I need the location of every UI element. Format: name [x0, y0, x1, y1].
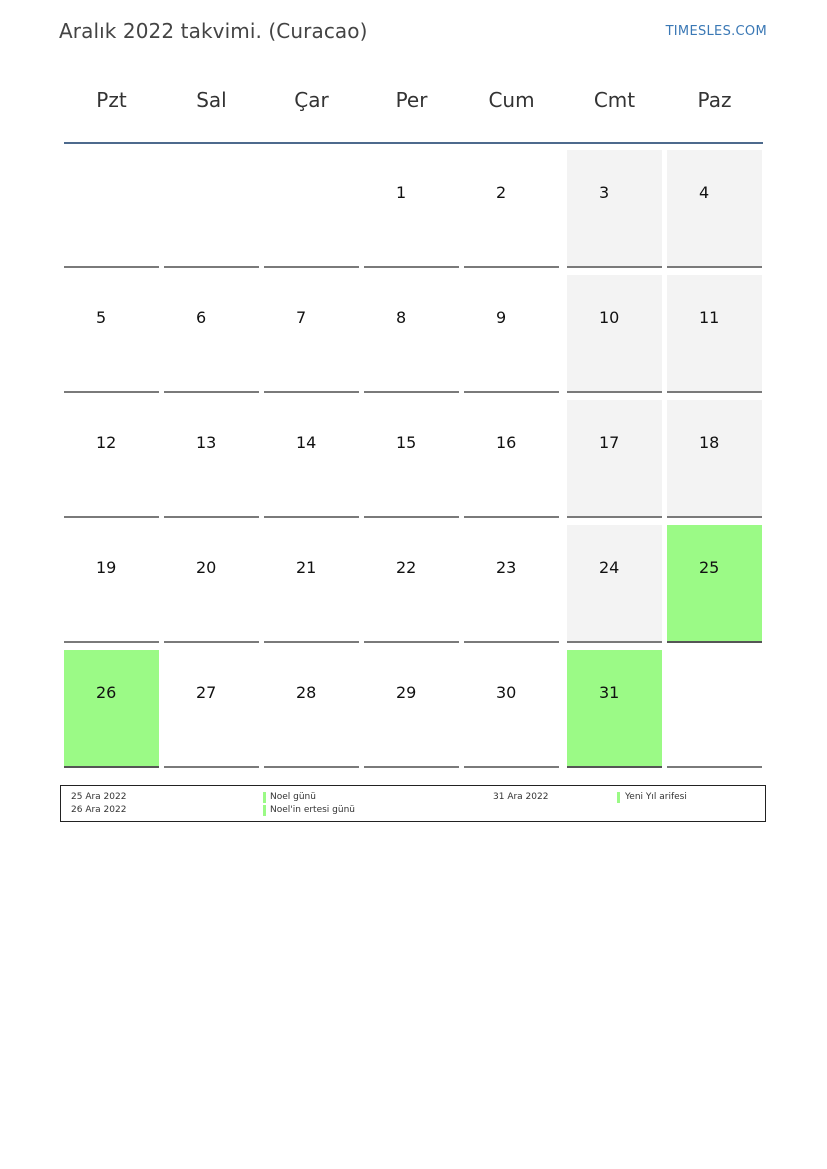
day-number: 15	[396, 433, 417, 452]
day-number: 9	[496, 308, 507, 327]
day-number: 24	[599, 558, 620, 577]
weekday-label-tue: Sal	[196, 88, 227, 112]
day-cell-1[interactable]	[364, 150, 459, 268]
day-cell-14[interactable]	[264, 400, 359, 518]
day-number: 2	[496, 183, 507, 202]
day-number: 29	[396, 683, 417, 702]
day-cell-18[interactable]	[667, 400, 762, 518]
legend-color-marker	[263, 792, 266, 803]
day-cell-30[interactable]	[464, 650, 559, 768]
empty-day-cell-tue	[164, 150, 259, 268]
day-cell-26[interactable]	[64, 650, 159, 768]
day-number: 28	[296, 683, 317, 702]
day-cell-15[interactable]	[364, 400, 459, 518]
day-cell-6[interactable]	[164, 275, 259, 393]
day-number: 19	[96, 558, 117, 577]
weekday-header-row	[64, 88, 763, 128]
day-cell-10[interactable]	[567, 275, 662, 393]
legend-holiday-name: Noel'in ertesi günü	[270, 805, 355, 815]
day-number: 30	[496, 683, 517, 702]
legend-holiday-name: Yeni Yıl arifesi	[625, 792, 687, 802]
day-number: 3	[599, 183, 610, 202]
day-cell-24[interactable]	[567, 525, 662, 643]
header-divider	[64, 142, 763, 144]
empty-day-cell-sun	[667, 650, 762, 768]
day-cell-2[interactable]	[464, 150, 559, 268]
empty-day-cell-mon	[64, 150, 159, 268]
day-cell-22[interactable]	[364, 525, 459, 643]
holiday-legend	[60, 785, 766, 822]
day-cell-28[interactable]	[264, 650, 359, 768]
day-number: 1	[396, 183, 407, 202]
day-cell-9[interactable]	[464, 275, 559, 393]
weekday-label-sun: Paz	[697, 88, 732, 112]
legend-date: 25 Ara 2022	[71, 792, 127, 802]
legend-holiday-name: Noel günü	[270, 792, 316, 802]
day-cell-13[interactable]	[164, 400, 259, 518]
day-number: 8	[396, 308, 407, 327]
day-number: 14	[296, 433, 317, 452]
brand-link[interactable]: TIMESLES.COM	[665, 24, 767, 39]
day-number: 12	[96, 433, 117, 452]
day-cell-3[interactable]	[567, 150, 662, 268]
empty-day-cell-wed	[264, 150, 359, 268]
weekday-label-fri: Cum	[488, 88, 535, 112]
day-cell-12[interactable]	[64, 400, 159, 518]
day-number: 11	[699, 308, 720, 327]
day-cell-16[interactable]	[464, 400, 559, 518]
day-number: 25	[699, 558, 720, 577]
weekday-label-sat: Cmt	[593, 88, 636, 112]
day-number: 6	[196, 308, 207, 327]
day-cell-20[interactable]	[164, 525, 259, 643]
day-cell-4[interactable]	[667, 150, 762, 268]
day-number: 27	[196, 683, 217, 702]
day-cell-31[interactable]	[567, 650, 662, 768]
weekday-label-thu: Per	[395, 88, 428, 112]
day-number: 26	[96, 683, 117, 702]
day-cell-29[interactable]	[364, 650, 459, 768]
day-cell-21[interactable]	[264, 525, 359, 643]
day-cell-7[interactable]	[264, 275, 359, 393]
legend-color-marker	[263, 805, 266, 816]
day-number: 20	[196, 558, 217, 577]
day-number: 17	[599, 433, 620, 452]
day-number: 16	[496, 433, 517, 452]
legend-date: 26 Ara 2022	[71, 805, 127, 815]
day-cell-5[interactable]	[64, 275, 159, 393]
day-cell-25[interactable]	[667, 525, 762, 643]
day-number: 18	[699, 433, 720, 452]
day-number: 4	[699, 183, 710, 202]
page-title: Aralık 2022 takvimi. (Curacao)	[59, 19, 368, 43]
day-cell-27[interactable]	[164, 650, 259, 768]
day-number: 5	[96, 308, 107, 327]
weekday-label-mon: Pzt	[96, 88, 127, 112]
day-number: 10	[599, 308, 620, 327]
day-cell-23[interactable]	[464, 525, 559, 643]
legend-color-marker	[617, 792, 620, 803]
day-number: 7	[296, 308, 307, 327]
legend-date: 31 Ara 2022	[493, 792, 549, 802]
day-number: 22	[396, 558, 417, 577]
day-cell-8[interactable]	[364, 275, 459, 393]
day-number: 21	[296, 558, 317, 577]
day-cell-19[interactable]	[64, 525, 159, 643]
day-cell-11[interactable]	[667, 275, 762, 393]
day-cell-17[interactable]	[567, 400, 662, 518]
weekday-label-wed: Çar	[294, 88, 329, 112]
day-number: 13	[196, 433, 217, 452]
day-number: 23	[496, 558, 517, 577]
day-number: 31	[599, 683, 620, 702]
